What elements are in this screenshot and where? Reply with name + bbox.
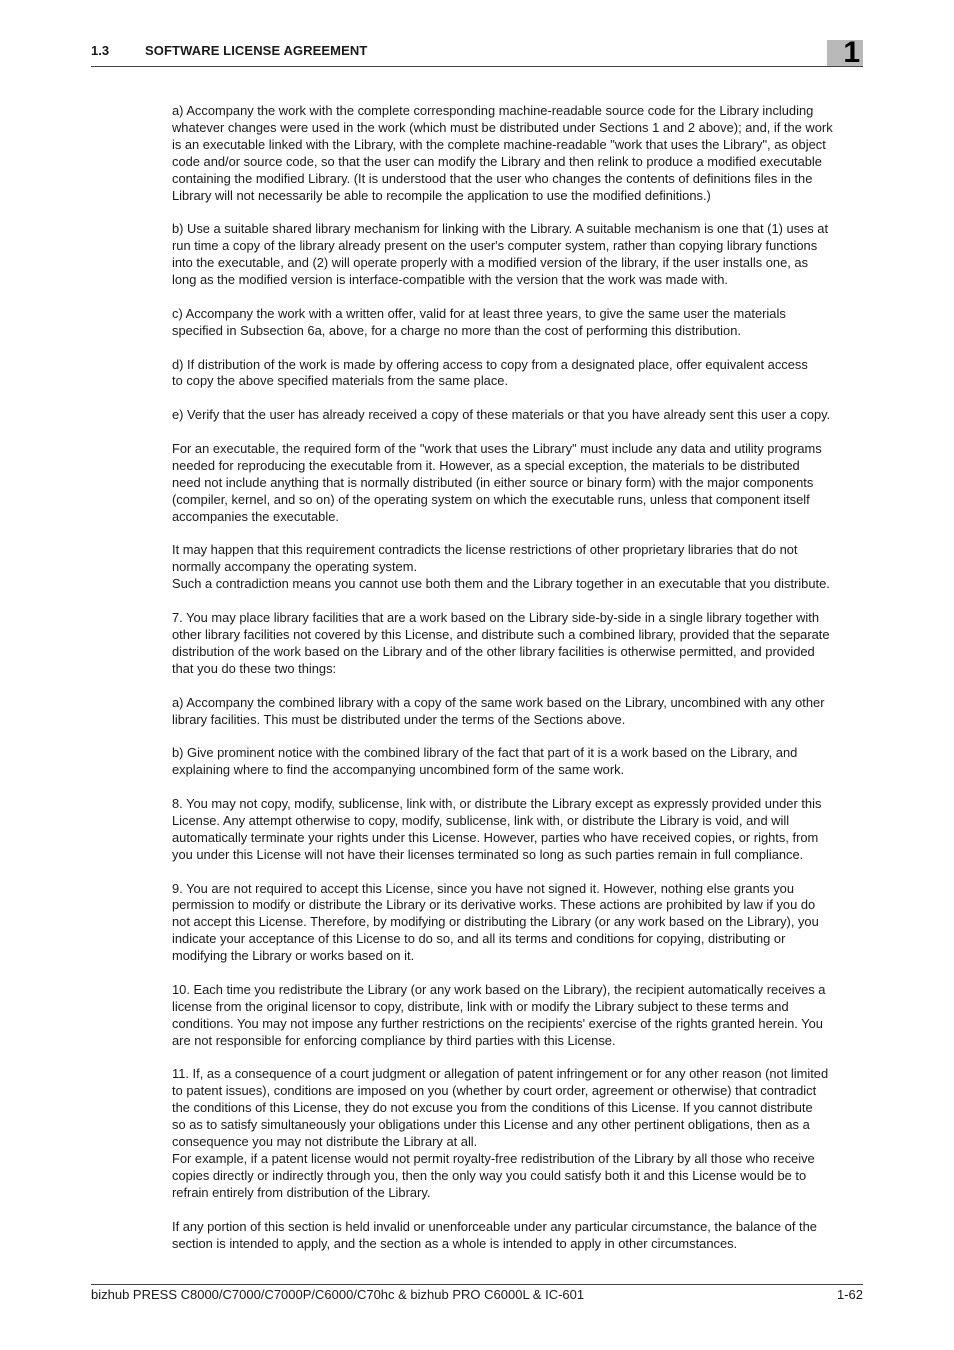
chapter-tab [827,36,863,69]
section-title: SOFTWARE LICENSE AGREEMENT [145,43,368,58]
page-footer [91,1284,863,1315]
paragraph: 8. You may not copy, modify, sublicense, link with, or distribute the Library except as expressly provided under this License. Any attempt otherwise to copy, modify, sublicense, link with, or distribute the Library is void, and will automatically terminate your rights under this License. However, parties who have received copies, or rights, from you under this License will not have their licenses terminated so long as such parties remain in full compliance. [172,796,822,862]
paragraph: 10. Each time you redistribute the Library (or any work based on the Library), the recipient automatically receives a license from the original licensor to copy, distribute, link with or modify the Library subject to these terms and conditions. You may not impose any further restrictions on the recipients' exercise of the rights granted herein. You are not responsible for enforcing compliance by third parties with this License. [172,981,826,1048]
paragraph: If any portion of this section is held invalid or unenforceable under any particular circumstance, the balance of the section is intended to apply, and the section as a whole is intended to apply in other circumstances. [172,1218,817,1251]
chapter-number: 1 [843,36,860,69]
page-number: 1-62 [836,1287,863,1302]
paragraph: It may happen that this requirement contradicts the license restrictions of other proprietary libraries that do not normally accompany the operating system. Such a contradiction means you cannot use both them and the Library together in an executable that you distribute. [172,542,830,592]
paragraph: 11. If, as a consequence of a court judgment or allegation of patent infringement or for any other reason (not limited to patent issues), conditions are imposed on you (whether by court order, agreement or otherwise) that contradict the conditions of this License, they do not excuse you from the conditions of this License. If you cannot distribute so as to satisfy simultaneously your obligations under this License and any other pertinent obligations, then as a consequence you may not distribute the Library at all. For example, if a patent license would not permit royalty-free redistribution of the Library by all those who receive copies directly or indirectly through you, then the only way you could satisfy both it and this License would be to refrain entirely from distribution of the Library. [172,1066,829,1200]
body-text [172,103,864,1269]
paragraph: a) Accompany the work with the complete corresponding machine-readable source code for the Library including whatever changes were used in the work (which must be distributed under Sections 1 and 2 above); and, if the work is an executable linked with the Library, with the complete machine-readable "work that uses the Library", as object code and/or source code, so that the user can modify the Library and then relink to produce a modified executable containing the modified Library. (It is understood that the user who changes the contents of definitions files in the Library will not necessarily be able to recompile the application to use the modified definitions.) [172,103,833,203]
paragraph: 7. You may place library facilities that are a work based on the Library side-by-side in a single library together with other library facilities not covered by this License, and distribute such a combined library, provided that the separate distribution of the work based on the Library and of the other library facilities is otherwise permitted, and provided that you do these two things: [172,610,830,676]
footer-product-name: bizhub PRESS C8000/C7000/C7000P/C6000/C70hc & bizhub PRO C6000L & IC-601 [91,1287,585,1302]
paragraph: For an executable, the required form of the "work that uses the Library" must include any data and utility programs needed for reproducing the executable from it. However, as a special exception, the materials to be distributed need not include anything that is normally distributed (in either source or binary form) with the major components (compiler, kernel, and so on) of the operating system on which the executable runs, unless that component itself accompanies the executable. [172,441,822,524]
paragraph: b) Give prominent notice with the combined library of the fact that part of it is a work based on the Library, and explaining where to find the accompanying uncombined form of the same work. [172,745,798,778]
paragraph: e) Verify that the user has already received a copy of these materials or that you have already sent this user a copy. [172,407,831,423]
paragraph: b) Use a suitable shared library mechanism for linking with the Library. A suitable mechanism is one that (1) uses at run time a copy of the library already present on the user's computer system, rather than copying library functions into the executable, and (2) will operate properly with a modified version of the library, if the user installs one, as long as the modified version is interface-compatible with the version that the work was made with. [172,221,829,288]
paragraph: d) If distribution of the work is made by offering access to copy from a designated place, offer equivalent access to copy the above specified materials from the same place. [172,356,808,389]
paragraph: a) Accompany the combined library with a copy of the same work based on the Library, uncombined with any other library facilities. This must be distributed under the terms of the Sections above. [172,694,825,727]
paragraph: c) Accompany the work with a written offer, valid for at least three years, to give the same user the materials specified in Subsection 6a, above, for a charge no more than the cost of performing this distribution. [172,305,786,338]
page-header [91,36,863,69]
paragraph: 9. You are not required to accept this License, since you have not signed it. However, nothing else grants you permission to modify or distribute the Library or its derivative works. These actions are prohibited by law if you do not accept this License. Therefore, by modifying or distributing the Library (or any work based on the Library), you indicate your acceptance of this License to do so, and all its terms and conditions for copying, distributing or modifying the Library or works based on it. [172,880,819,964]
section-number: 1.3 [91,43,110,58]
